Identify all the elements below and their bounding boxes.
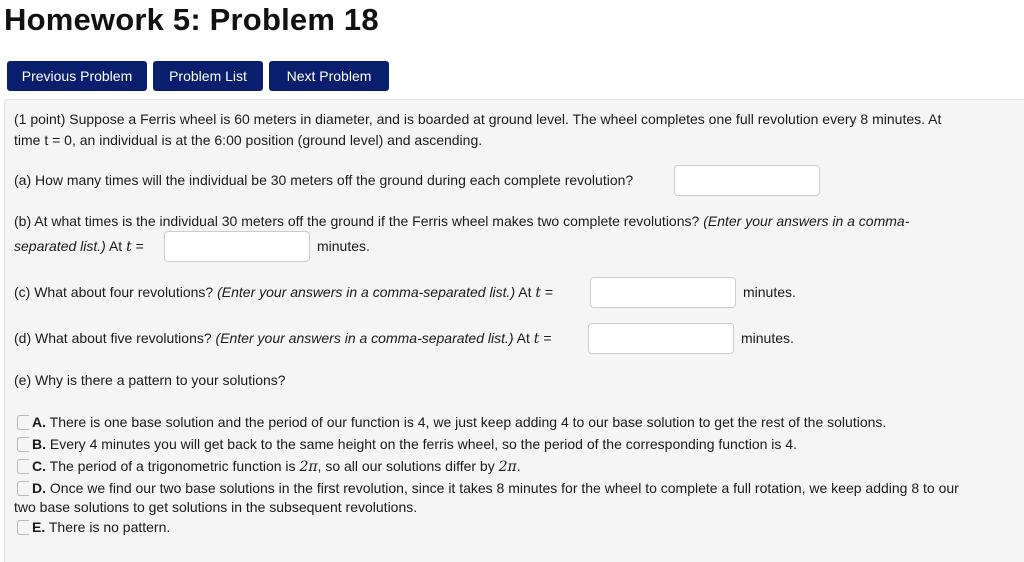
part-b-equals: =: [135, 238, 144, 254]
choice-e-checkbox[interactable]: [17, 520, 29, 535]
part-c-equals: =: [544, 284, 554, 300]
part-b-at-label: At: [108, 238, 123, 254]
choice-a[interactable]: [17, 412, 886, 433]
choice-d-continued: [14, 497, 417, 518]
part-b-hint-continued: separated list.): [14, 238, 106, 254]
choice-c-text-post: .: [516, 458, 521, 474]
choice-b-label: B.: [32, 436, 46, 452]
choice-c-label: C.: [32, 458, 46, 474]
choice-c-math-2: 2π: [498, 459, 517, 475]
choice-c[interactable]: [17, 456, 521, 478]
part-c-at-label: At: [518, 284, 532, 300]
previous-problem-button[interactable]: Previous Problem: [7, 61, 147, 91]
part-b-unit: minutes.: [317, 238, 370, 254]
part-a-question: (a) How many times will the individual be 30 meters off the ground during each complete revolution?: [14, 172, 634, 188]
part-b-hint: (Enter your answers in a comma-: [703, 213, 910, 229]
choice-c-checkbox[interactable]: [17, 459, 29, 474]
choice-b-text: Every 4 minutes you will get back to the same height on the ferris wheel, so the period of the corresponding function is 4.: [49, 436, 797, 452]
page-title: Homework 5: Problem 18: [4, 2, 379, 37]
choice-b-checkbox[interactable]: [17, 437, 29, 452]
choice-a-label: A.: [32, 414, 46, 430]
choice-d-label: D.: [32, 480, 46, 496]
problem-navigation: [7, 61, 395, 91]
choice-b[interactable]: [17, 434, 797, 455]
next-problem-button[interactable]: Next Problem: [269, 61, 389, 91]
choice-d[interactable]: [17, 478, 959, 499]
part-b-question-line-2: [14, 236, 144, 258]
choice-a-checkbox[interactable]: [17, 415, 29, 430]
part-c-hint: (Enter your answers in a comma-separated list.): [217, 284, 516, 300]
part-d-unit: minutes.: [741, 330, 794, 346]
part-d-at-label: At: [516, 330, 530, 346]
part-b-question: (b) At what times is the individual 30 meters off the ground if the Ferris wheel makes two complete revolutions?: [14, 213, 704, 229]
part-b-question-line-1: [14, 211, 909, 232]
part-e-question: (e) Why is there a pattern to your solutions?: [14, 372, 286, 388]
part-c-answer-input[interactable]: [590, 277, 736, 308]
choice-c-math-1: 2π: [299, 459, 318, 475]
choice-e-text: There is no pattern.: [48, 519, 171, 535]
choice-c-text-mid: , so all our solutions differ by: [317, 458, 499, 474]
choice-c-text-pre: The period of a trigonometric function is: [49, 458, 300, 474]
part-c-unit: minutes.: [743, 284, 796, 300]
part-c-t-variable: t: [535, 285, 541, 301]
problem-list-button[interactable]: Problem List: [153, 61, 263, 91]
part-c-question: (c) What about four revolutions?: [14, 284, 218, 300]
problem-panel: [4, 99, 1024, 562]
choice-e-label: E.: [32, 519, 46, 535]
part-d-question: (d) What about five revolutions?: [14, 330, 216, 346]
part-c-question-line: [14, 282, 553, 304]
choice-d-text-line-2: two base solutions to get solutions in the subsequent revolutions.: [14, 499, 418, 515]
choice-d-checkbox[interactable]: [17, 481, 29, 496]
part-d-answer-input[interactable]: [588, 323, 734, 354]
choice-e[interactable]: [17, 517, 170, 538]
part-b-answer-input[interactable]: [164, 231, 310, 262]
part-d-question-line: [14, 328, 552, 350]
problem-intro-line-1: (1 point) Suppose a Ferris wheel is 60 meters in diameter, and is boarded at ground level. The wheel completes one full revolution every 8 minutes. At: [14, 111, 942, 127]
part-d-hint: (Enter your answers in a comma-separated list.): [215, 330, 514, 346]
part-d-t-variable: t: [533, 331, 540, 347]
part-a-answer-input[interactable]: [674, 165, 820, 196]
problem-intro-line-2: time t = 0, an individual is at the 6:00 position (ground level) and ascending.: [14, 132, 483, 148]
choice-a-text: There is one base solution and the period of our function is 4, we just keep adding 4 to our base solution to get the rest of the solutions.: [49, 414, 887, 430]
part-d-equals: =: [543, 330, 552, 346]
choice-d-text: Once we find our two base solutions in the first revolution, since it takes 8 minutes for the wheel to complete a full rotation, we keep adding 8 to our: [49, 480, 959, 496]
part-b-t-variable: t: [126, 239, 132, 255]
